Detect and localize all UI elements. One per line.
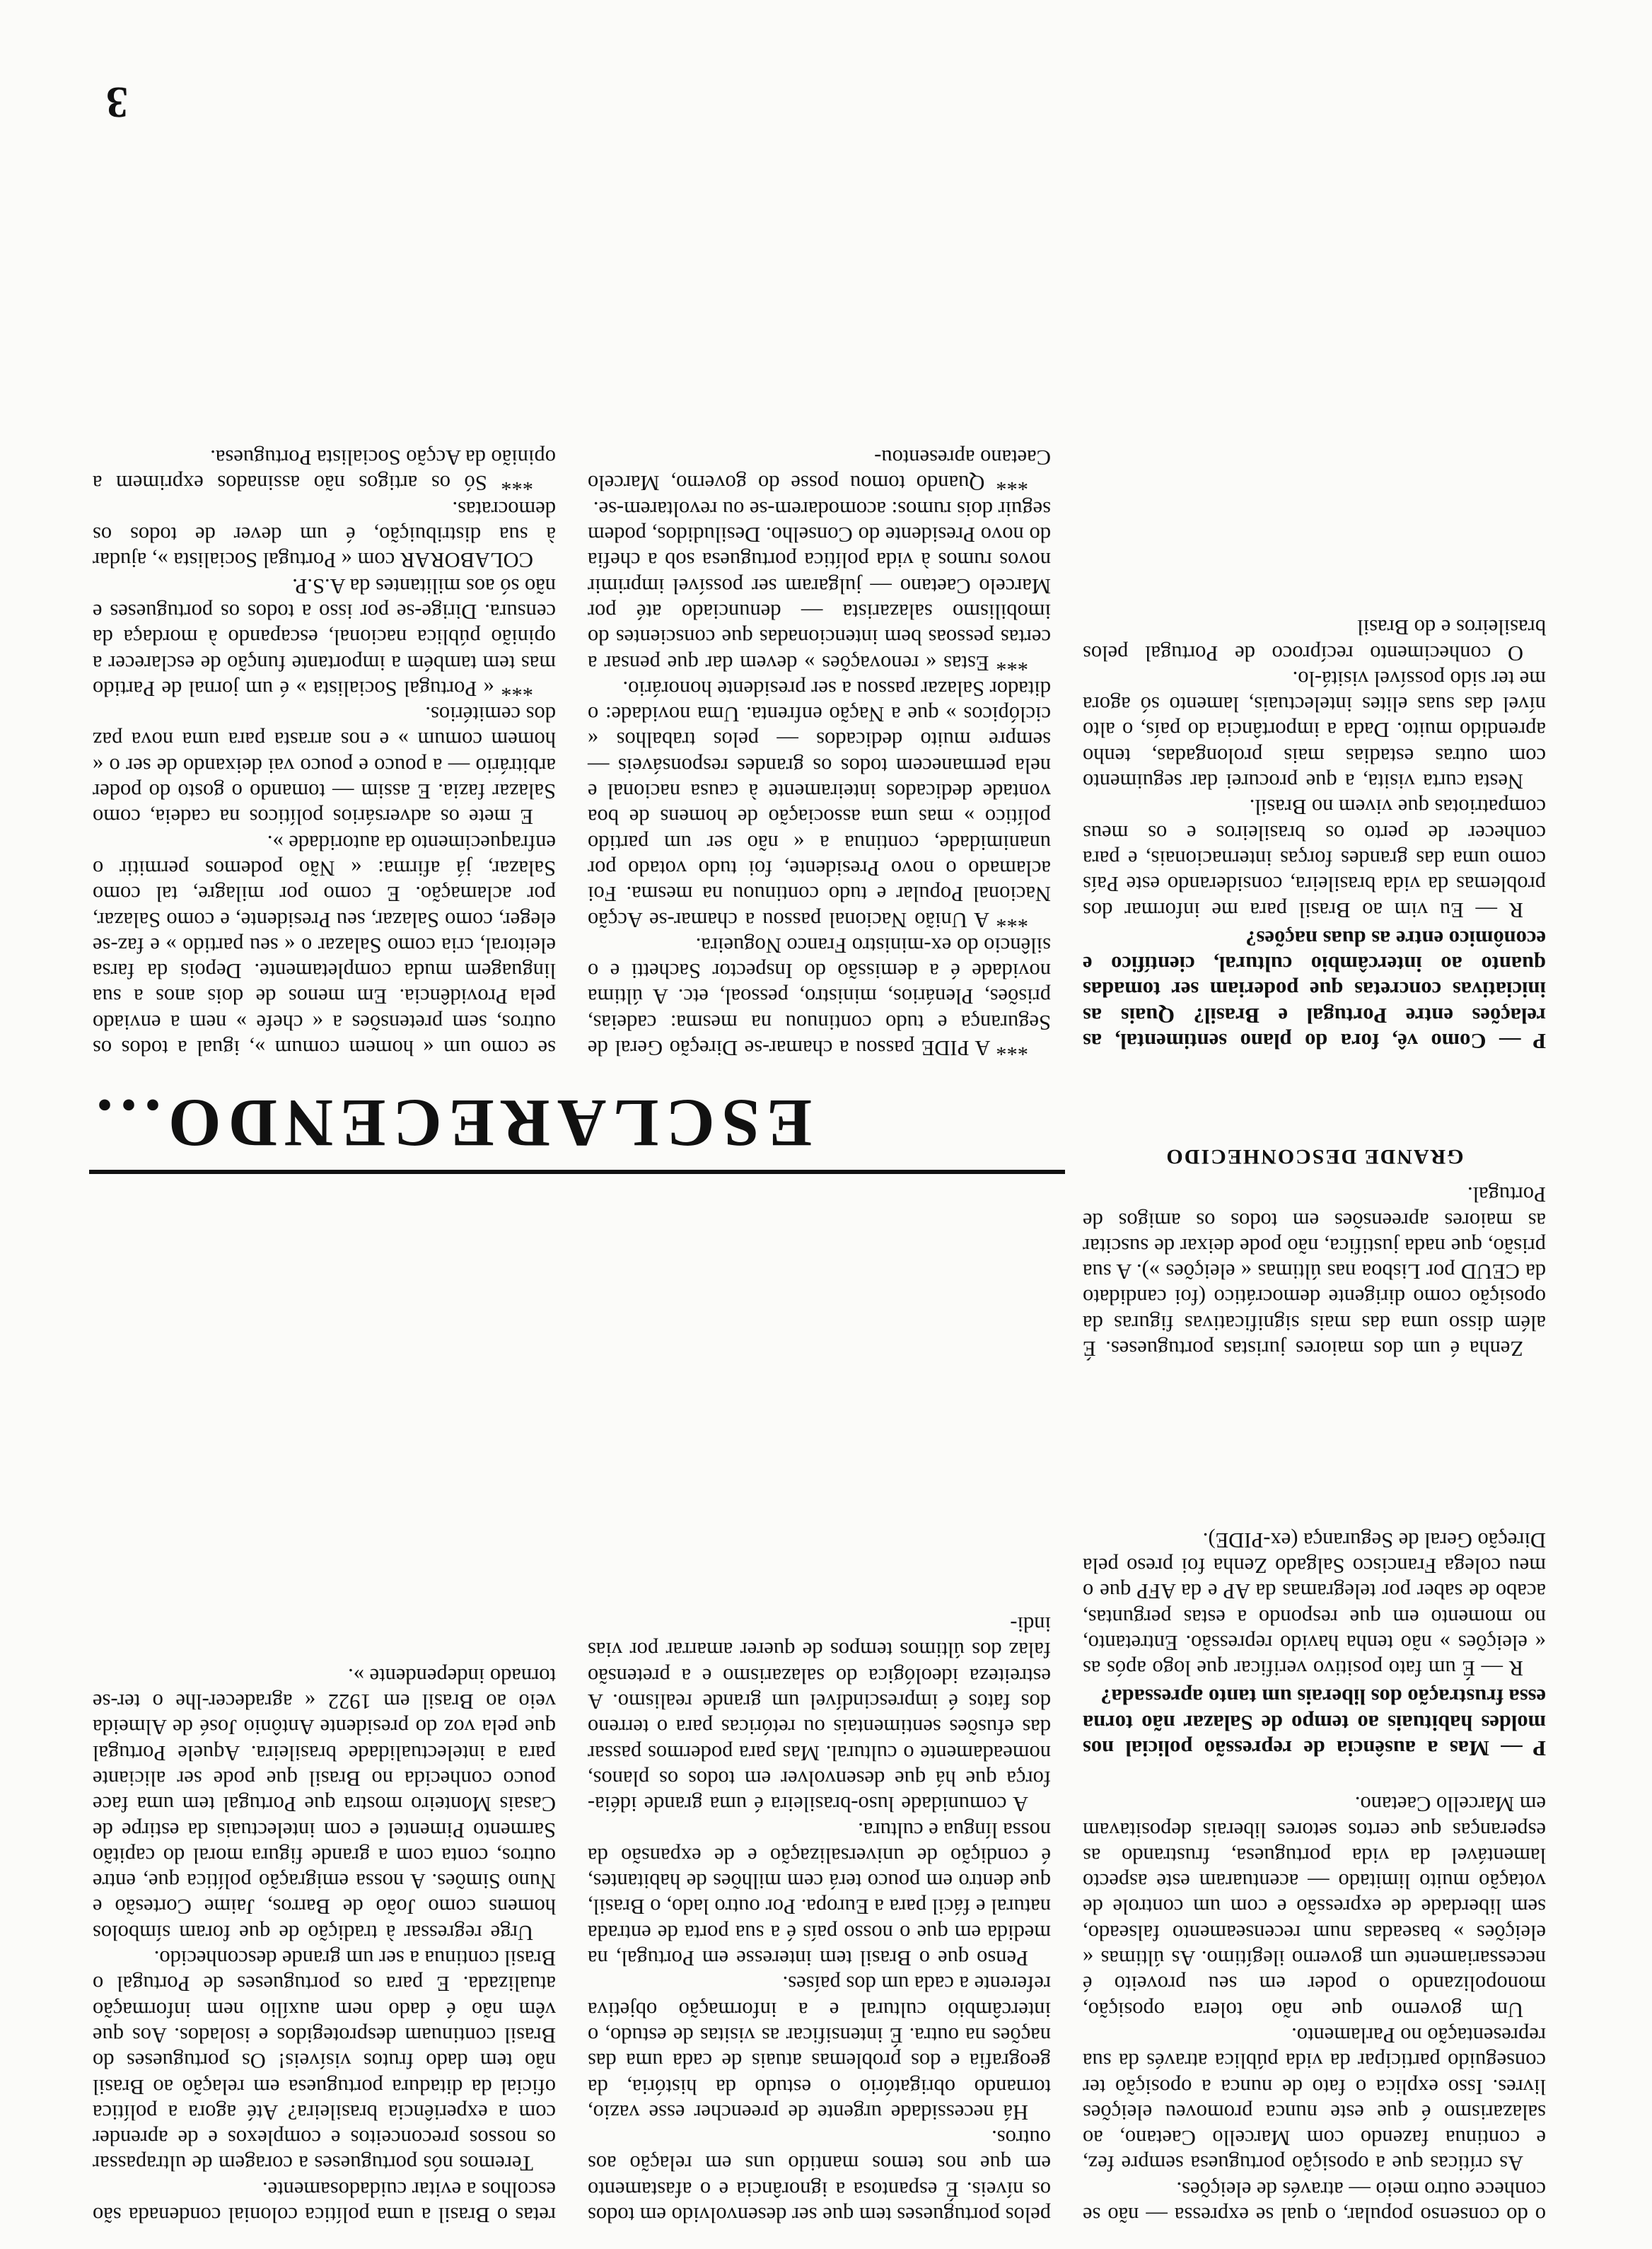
interview-column-1-lower: [1083, 615, 1546, 1054]
section-headline: ESCLARECENDO...: [89, 1086, 813, 1161]
esclarecendo-column-right: [93, 445, 556, 1061]
question-3: P — Como vê, fora do plano sentimental, as relações entre Portugal e Brasil? Quais as iniciativas concretas que poderiam ser tomadas quanto ao intercâmbio cultural, científico e econômico entre as duas nações?: [1083, 926, 1546, 1053]
zenha-paragraph: Zenha é um dos maiores juristas portugueses. É além disso uma das mais significativas figuras da oposição como dirigente democrático (foi candidato da CEUD por Lisboa nas últimas « eleições »). A sua prisão, que nada justifica, não pode deixar de suscitar as maiores apreensões em todos os amigos de Portugal.: [1083, 1182, 1546, 1361]
page-number: 3: [106, 78, 128, 126]
note-renovacoes: *** Estas « renovações » devem dar que pensar a certas pessoas bem intencionadas que conscientes do imobilismo salazarista — denunciado até por Marcelo Caetano — julgaram ser possível imprimir novos rumos à vida política portuguesa sob a chefia do novo Presidente do Conselho. Desiludidos, podem seguir dois rumos: acomodarem-se ou revoltarem-se.: [588, 496, 1051, 675]
note-colaborar: COLABORAR com « Portugal Socialista », ajudar à sua distribuição, é um dever de todos os democratas.: [93, 496, 556, 573]
answer-1-paragraph-2: As críticas que a oposição portuguesa sempre fez, e continua fazendo com Marcello Caetano, ao salazarismo é que este nunca promoveu eleições livres. Isso explica o fato de nunca a oposição ter conseguido participar da vida pública através da sua representação no Parlamento.: [1083, 2023, 1546, 2176]
col2-paragraph-2: Há necessidade urgente de preencher esse vazio, tornando obrigatório o estudo da história, da geografia e dos problemas atuais de cada uma das nações na outra. É intensificar as visitas de estudo, o intercâmbio cultural e a informação objetiva referente a cada um dos países.: [588, 1972, 1051, 2125]
interview-column-1-bottom: [1083, 1791, 1546, 2228]
interview-column-2: [588, 1612, 1051, 2228]
col2-paragraph-1: pelos portugueses tem que ser desenvolvido em todos os níveis. É espantosa a ignorância e o afastamento em que nos temos mantido uns em relação aos outros.: [588, 2126, 1051, 2227]
col3-paragraph-2: Teremos nós portugueses a coragem de ultrapassar os nossos preconceitos e complexos e de aprender com a experiência brasileira? Até agora a política oficial da ditadura portuguesa em relação ao Brasil não tem dado frutos visíveis! Os portugueses do Brasil continuam desprotegidos e isolados. Aos que vêm não é dado nem auxílio nem informação atualizada. E para os portugueses de Portugal o Brasil continua a ser um grande desconhecido.: [93, 1946, 556, 2176]
esclarecendo-header: [89, 1086, 1065, 1174]
question-2: P — Mas a ausência de repressão policial nos moldes habituais ao tempo de Salazar não torna essa frustração dos liberais um tanto apressada?: [1083, 1685, 1546, 1760]
answer-1-paragraph-3: Um governo que não tolera oposição, monopolizando o poder em seu proveito é necessariamente um governo ilegítimo. As últimas « eleições » baseadas num recenseamento falseado, sem liberdade de expressão e com um controle de votação muito limitado — acentuaram este aspecto lamentável da vida portuguesa, frustrando as esperanças que certos setores liberais depositavam em Marcello Caetano.: [1083, 1792, 1546, 2022]
note-caetano: *** Quando tomou posse do governo, Marcelo Caetano apresentou-: [588, 446, 1051, 496]
interview-column-1-middle: [1083, 1527, 1546, 1761]
note-artigos: *** Só os artigos não assinados exprimem a opinião da Acção Socialista Portuguesa.: [93, 446, 556, 496]
col2-paragraph-3: Penso que o Brasil tem interesse em Portugal, na medida em que o nosso país é a sua porta de entrada natural e fácil para a Europa. Por outro lado, o Brasil, que dentro em pouco terá cem milhões de habitantes, é condição de universalização e de expansão da nossa língua e cultura.: [588, 1818, 1051, 1971]
subhead-grande-desconhecido: GRANDE DESCONHECIDO: [1165, 1144, 1464, 1168]
note-pide: *** A PIDE passou a chamar-se Direção Geral de Segurança e tudo continuou na mesma: cadeias, prisões, Plenários, ministro, pessoal, etc. A última novidade é a demissão do Inspector Sachetti e o silêncio do ex-ministro Franco Nogueira.: [588, 933, 1051, 1060]
answer-3-paragraph-2: Nesta curta visita, a que procurei dar seguimento com outras estadias mais prolongadas, tenho aprendido muito. Dada a importância do país, o alto nível das suas elites intelectuais, lamento só agora me ter sido possível visitá-lo.: [1083, 666, 1546, 794]
interview-column-3: [93, 1663, 556, 2228]
col3-paragraph-1: retas o Brasil a uma política colonial condenada são escolhos a evitar cuidadosamente.: [93, 2177, 556, 2227]
answer-2: R — É um fato positivo verificar que logo após as « eleições » não tenha havido repressão. Entretanto, no momento em que respondo a estas perguntas, acabo de saber por telegramas da AP e da AFP que o meu colega Francisco Salgado Zenha foi preso pela Direção Geral de Segurança (ex-PIDE).: [1083, 1528, 1546, 1681]
answer-3-paragraph-3: O conhecimento recíproco de Portugal pelos brasileiros e do Brasil: [1083, 615, 1546, 666]
esclarecendo-column-left: [588, 445, 1051, 1061]
answer-1-continuation: o do consenso popular, o qual se expressa — não se conhece outro meio — através de eleições.: [1083, 2177, 1546, 2227]
note-adversarios: E mete os adversários políticos na cadeia, como Salazar fazia. E assim — tomando o gosto do poder arbitrário — a pouco e pouco vai deixando de ser o « homem comum » e nos arrasta para uma nova paz dos cemitérios.: [93, 702, 556, 830]
note-homem-comum: se como um « homem comum », igual a todos os outros, sem pretensões a « chefe » nem a enviado pela Providência. Em menos de dois anos a sua linguagem muda completamente. Depois da farsa eleitoral, cria como Salazar o « seu partido » e faz-se eleger, como Salazar, seu Presidente, e como Salazar, por aclamação. E como por milagre, tal como Salazar, já afirma: « Não podemos permitir o enfraquecimento da autoridade ».: [93, 830, 556, 1060]
interview-column-1-top: [1083, 1131, 1546, 1361]
note-portugal-socialista: *** « Portugal Socialista » é um jornal de Partido mas tem também a importante função de esclarecer a opinião pública nacional, escapando à mordaça da censura. Dirige-se por isso a todos os portugueses e não só aos militantes da A.S.P.: [93, 574, 556, 701]
header-rule: [89, 1170, 1065, 1174]
col2-paragraph-4: A comunidade luso-brasileira é uma grande idéia-força que há que desenvolver em todos os planos, nomeadamente o cultural. Mas para podermos passar das efusões sentimentais ou retóricas para o terreno dos fatos é imprescindível um grande realismo. A estreiteza ideológica do salazarismo e a pretensão falaz dos últimos tempos de querer amarrar por vias indi-: [588, 1612, 1051, 1817]
note-uniao-nacional: *** A União Nacional passou a chamar-se Acção Nacional Popular e tudo continuou na mesma. Foi aclamado o novo Presidente, foi tudo votado por unanimidade, continua a « não ser um partido político » mas uma associação de homens de boa vontade dedicados inteiramente à causa nacional e nela permanecem todos os grandes responsáveis — sempre muito dedicados — pelos trabalhos « ciclópicos » que a Nação enfrenta. Uma novidade: o ditador Salazar passou a ser presidente honorário.: [588, 676, 1051, 932]
col3-paragraph-3: Urge regressar à tradição de que foram símbolos homens como João de Barros, Jaime Cortesão e Nuno Simões. A nossa emigração política que, entre outros, conta com a grande figura moral do capitão Sarmento Pimentel e com intelectuais da estirpe de Casais Monteiro mostra que Portugal tem uma face pouco conhecida no Brasil que pode ser aliciante para a intelectualidade brasileira. Aquele Portugal que pela voz do presidente Antônio José de Almeida veio ao Brasil em 1922 « agradecer-lhe o ter-se tornado independente ».: [93, 1663, 556, 1945]
answer-3: R — Eu vim ao Brasil para me informar dos problemas da vida brasileira, considerando este País como uma das grandes forças internacionais, e para conhecer de perto os brasileiros e os meus compatriotas que vivem no Brasil.: [1083, 795, 1546, 922]
